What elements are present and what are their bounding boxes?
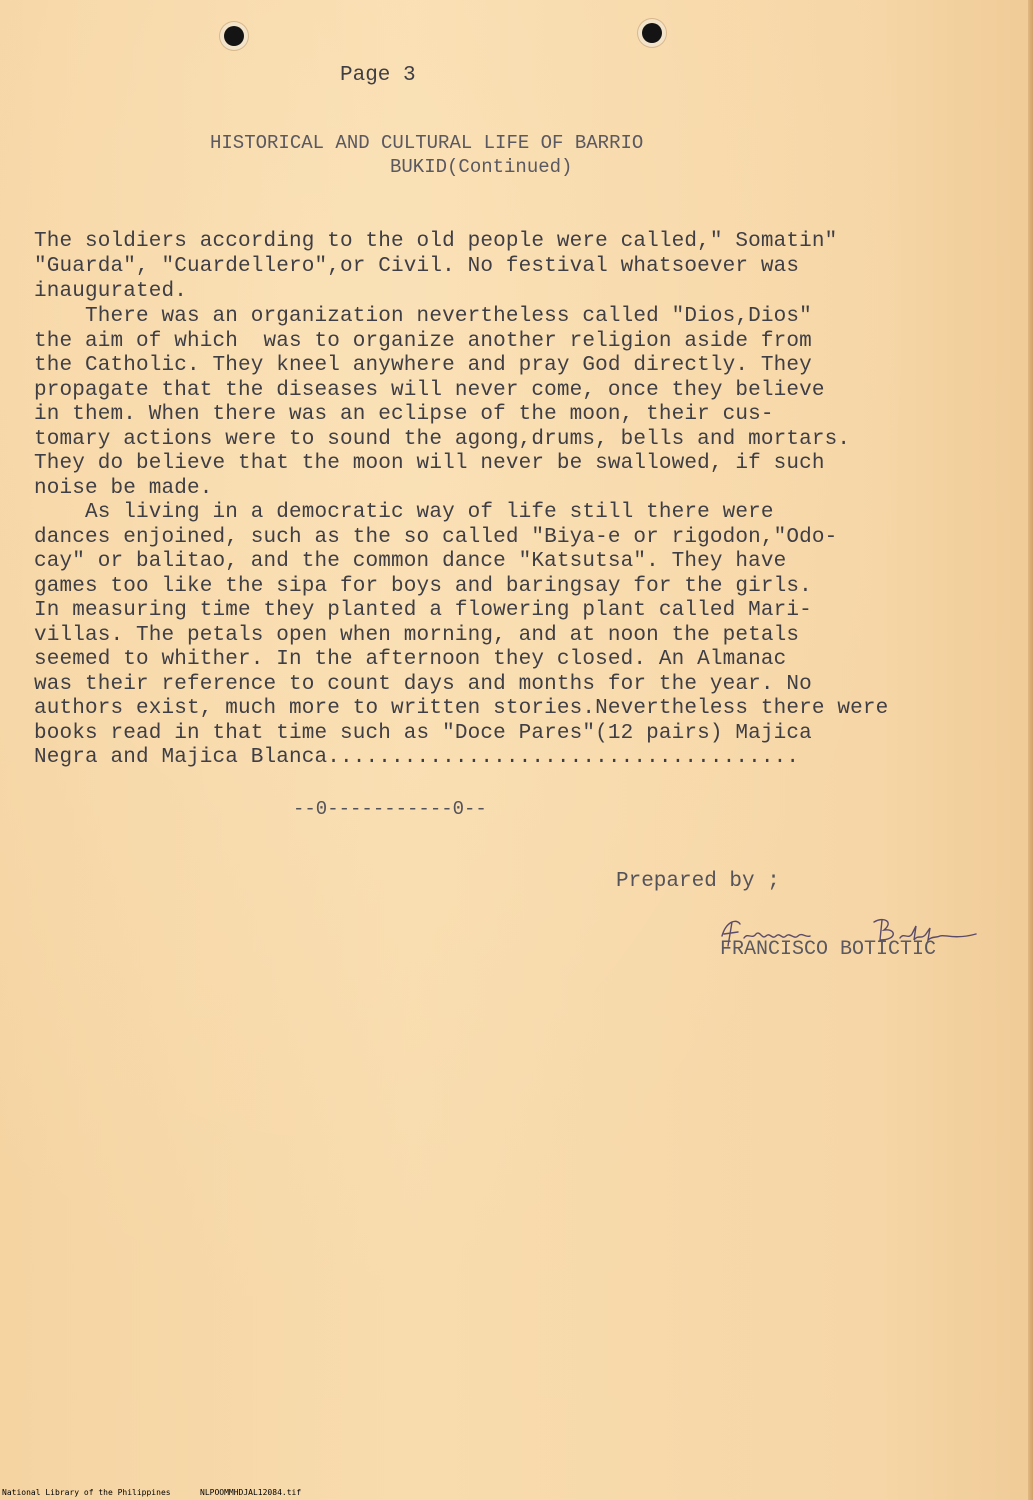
body-line: cay" or balitao, and the common dance "Katsutsa". They have	[34, 550, 787, 573]
body-line: noise be made.	[34, 477, 213, 500]
footer-library-label: National Library of the Philippines	[2, 1488, 171, 1497]
signer-name: FRANCISCO BOTICTIC	[720, 938, 937, 961]
body-line: They do believe that the moon will never be swallowed, if such	[34, 452, 825, 475]
body-line: There was an organization nevertheless called "Dios,Dios"	[34, 305, 812, 328]
body-line: in them. When there was an eclipse of the moon, their cus-	[34, 403, 774, 426]
page-number: Page 3	[340, 64, 416, 87]
footer-file-name: NLPOOMMHDJAL12084.tif	[200, 1488, 302, 1497]
body-line: tomary actions were to sound the agong,drums, bells and mortars.	[34, 428, 851, 451]
body-line: As living in a democratic way of life still there were	[34, 501, 774, 524]
document-title-line-1: HISTORICAL AND CULTURAL LIFE OF BARRIO	[210, 132, 644, 154]
punch-hole-left	[224, 26, 244, 46]
body-line: was their reference to count days and months for the year. No	[34, 673, 812, 696]
body-line: dances enjoined, such as the so called "Biya-e or rigodon,"Odo-	[34, 526, 838, 549]
body-line: The soldiers according to the old people were called," Somatin"	[34, 230, 838, 253]
paper-edge	[1028, 0, 1033, 1500]
body-line: inaugurated.	[34, 280, 188, 303]
body-line: "Guarda", "Cuardellero",or Civil. No festival whatsoever was	[34, 255, 800, 278]
body-line: Negra and Majica Blanca.....................................	[34, 746, 800, 769]
body-line: villas. The petals open when morning, and at noon the petals	[34, 624, 800, 647]
body-line: books read in that time such as "Doce Pares"(12 pairs) Majica	[34, 722, 812, 745]
body-line: propagate that the diseases will never come, once they believe	[34, 379, 825, 402]
body-line: the Catholic. They kneel anywhere and pray God directly. They	[34, 354, 812, 377]
punch-hole-right	[642, 23, 662, 43]
body-line: authors exist, much more to written stories.Nevertheless there were	[34, 697, 889, 720]
prepared-by-label: Prepared by ;	[616, 870, 780, 893]
body-line: the aim of which was to organize another religion aside from	[34, 330, 812, 353]
body-line: seemed to whither. In the afternoon they closed. An Almanac	[34, 648, 787, 671]
section-divider: --0-----------0--	[293, 798, 487, 820]
body-line: games too like the sipa for boys and baringsay for the girls.	[34, 575, 812, 598]
body-line: In measuring time they planted a flowering plant called Mari-	[34, 599, 812, 622]
document-title-line-2: BUKID(Continued)	[390, 156, 573, 178]
